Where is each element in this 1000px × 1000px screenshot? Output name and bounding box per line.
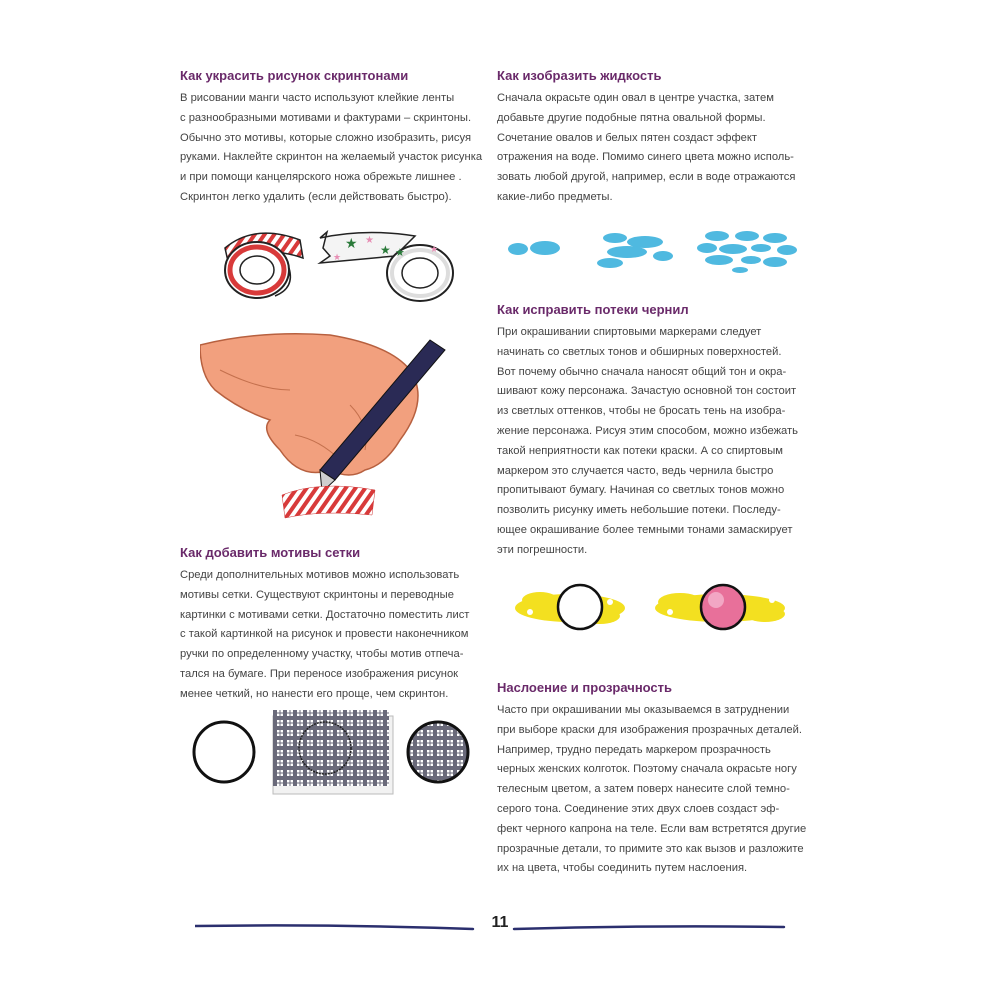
svg-text:★: ★ bbox=[395, 246, 405, 259]
grid-filled-circle-icon bbox=[408, 722, 468, 782]
svg-text:★: ★ bbox=[380, 243, 391, 257]
page-number: 11 bbox=[491, 914, 509, 931]
text-line: при выборе краски для изображения прозрачных деталей. bbox=[497, 723, 802, 736]
yellow-blot-white-circle-icon bbox=[515, 585, 625, 629]
text-line: прозрачные детали, то примите это как вызов и разложите bbox=[497, 842, 804, 855]
text-line: серого тона. Соединение этих двух слоев создаст эф- bbox=[497, 802, 780, 815]
text-line: их на цвета, чтобы соединить путем наслоения. bbox=[497, 862, 748, 875]
text-line: зовать любой другой, например, если в воде отражаются bbox=[497, 171, 796, 184]
text-line: Сначала окрасьте один овал в центре участка, затем bbox=[497, 92, 774, 104]
text-line: Скринтон легко удалить (если действовать быстро). bbox=[180, 190, 452, 203]
water-ovals-illustration bbox=[505, 228, 805, 278]
text-line: ручки по определенному участку, чтобы мотив отпеча- bbox=[180, 648, 464, 661]
text-line: ющее окрашивание более темными тонами замаскирует bbox=[497, 523, 793, 536]
paragraph-ink bbox=[497, 323, 807, 561]
text-line: позволить рисунку иметь небольшие потеки. Последу- bbox=[497, 504, 781, 517]
text-line: В рисовании манги часто используют клейкие ленты bbox=[180, 92, 455, 104]
text-line: телесным цветом, а затем поверх нанесите слой темно- bbox=[497, 783, 790, 796]
text-line: черных женских колготок. Поэтому сначала окрасьте ногу bbox=[497, 763, 797, 776]
yellow-blot-pink-circle-icon bbox=[655, 585, 785, 629]
text-line: с такой картинкой на рисунок и провести наконечником bbox=[180, 628, 469, 641]
text-line: При окрашивании спиртовыми маркерами следует bbox=[497, 326, 762, 338]
text-line: маркером это случается часто, ведь чернила быстро bbox=[497, 464, 774, 477]
text-line: пропитывают бумагу. Начиная со светлых тонов можно bbox=[497, 484, 785, 497]
striped-tape-piece-icon bbox=[282, 486, 375, 518]
section-grid bbox=[180, 545, 490, 705]
heading-ink: Как исправить потеки чернил bbox=[497, 302, 689, 317]
svg-text:★: ★ bbox=[365, 235, 374, 246]
text-line: Например, трудно передать маркером прозрачность bbox=[497, 743, 771, 756]
tape-rolls-illustration bbox=[215, 218, 465, 303]
grid-transfer-sheet-icon bbox=[273, 710, 393, 794]
text-line: добавьте другие подобные пятна овальной формы. bbox=[497, 111, 766, 124]
text-line: начинать со светлых тонов и обширных поверхностей. bbox=[497, 345, 782, 358]
heading-layering: Наслоение и прозрачность bbox=[497, 680, 673, 695]
svg-text:★: ★ bbox=[430, 245, 439, 255]
text-line: шивают кожу персонажа. Зачастую основной тон состоит bbox=[497, 385, 797, 398]
single-oval-step-icon bbox=[508, 241, 560, 255]
text-line: менее четкий, но нанести его проще, чем скринтон. bbox=[180, 687, 449, 700]
section-layering bbox=[497, 680, 807, 879]
paragraph-liquid bbox=[497, 89, 807, 208]
text-line: мотивы сетки. Существуют скринтоны и переводные bbox=[180, 588, 454, 601]
text-line: Обычно это мотивы, которые сложно изобразить, рисуя bbox=[180, 131, 472, 144]
paragraph-layering bbox=[497, 701, 807, 879]
heading-liquid: Как изобразить жидкость bbox=[497, 68, 662, 83]
star-tape-roll-icon bbox=[320, 232, 453, 301]
text-line: эти погрешности. bbox=[497, 543, 588, 556]
text-line: отражения на воде. Помимо синего цвета можно исполь- bbox=[497, 151, 794, 164]
text-line: Среди дополнительных мотивов можно использовать bbox=[180, 569, 460, 581]
text-line: тался на бумаге. При переносе изображения рисунок bbox=[180, 667, 459, 680]
several-ovals-step-icon bbox=[597, 233, 673, 268]
heading-screentone: Как украсить рисунок скринтонами bbox=[180, 68, 409, 83]
section-liquid bbox=[497, 68, 807, 208]
text-line: какие-либо предметы. bbox=[497, 190, 613, 203]
text-line: жение персонажа. Рисуя этим способом, можно избежать bbox=[497, 424, 798, 437]
hand-cutting-tape-illustration bbox=[200, 330, 450, 520]
svg-text:★: ★ bbox=[345, 236, 358, 252]
paragraph-grid bbox=[180, 566, 490, 705]
text-line: Сочетание овалов и белых пятен создаст эффект bbox=[497, 131, 758, 144]
text-line: руками. Наклейте скринтон на желаемый участок рисунка bbox=[180, 151, 483, 164]
text-line: фект черного капрона на теле. Если вам встретятся другие bbox=[497, 822, 807, 835]
heading-grid: Как добавить мотивы сетки bbox=[180, 545, 361, 560]
svg-text:★: ★ bbox=[333, 253, 342, 263]
striped-tape-roll-icon bbox=[225, 233, 303, 298]
text-line: Вот почему обычно сначала наносят общий тон и окра- bbox=[497, 365, 787, 378]
text-line: такой неприятности как потеки краски. А со спиртовым bbox=[497, 444, 783, 457]
empty-circle-icon bbox=[194, 722, 254, 782]
section-screentone bbox=[180, 68, 490, 208]
ink-blot-circles-illustration bbox=[510, 578, 790, 638]
text-line: и при помощи канцелярского ножа обрежьте лишнее . bbox=[180, 171, 462, 184]
section-ink bbox=[497, 302, 807, 561]
text-line: с разнообразными мотивами и фактурами – скринтоны. bbox=[180, 111, 472, 124]
paragraph-screentone bbox=[180, 89, 490, 208]
many-ovals-step-icon bbox=[697, 231, 797, 273]
grid-motif-illustration bbox=[185, 708, 485, 798]
text-line: Часто при окрашивании мы оказываемся в затруднении bbox=[497, 704, 790, 716]
text-line: картинки с мотивами сетки. Достаточно поместить лист bbox=[180, 608, 470, 621]
text-line: из светлых оттенков, чтобы не бросать тень на изобра- bbox=[497, 405, 786, 418]
